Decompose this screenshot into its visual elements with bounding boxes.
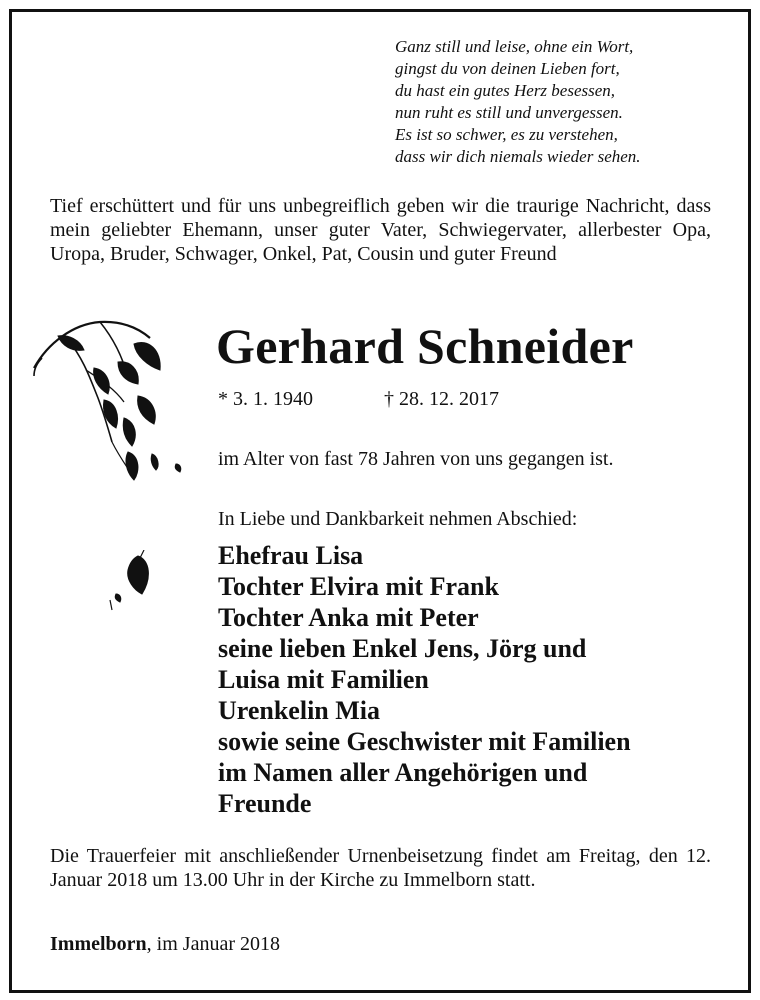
mourner-line: Ehefrau Lisa [218, 541, 364, 570]
farewell-text: In Liebe und Dankbarkeit nehmen Abschied: [218, 508, 578, 530]
closing-date: , im Januar 2018 [146, 933, 280, 955]
death-date: † 28. 12. 2017 [384, 388, 499, 410]
mourner-line: Urenkelin Mia [218, 696, 381, 725]
place-name: Immelborn [50, 933, 147, 955]
poem-line: nun ruht es still und unvergessen. [395, 103, 623, 122]
birth-date: * 3. 1. 1940 [218, 388, 313, 410]
service-text: Die Trauerfeier mit anschließender Urnenbeisetzung findet am Freitag, den 12. Januar 2018 um 13.00 Uhr in der Kirche zu Immelborn statt. [50, 845, 711, 891]
life-dates [218, 386, 499, 412]
intro-text: Tief erschüttert und für uns unbegreiflich geben wir die traurige Nachricht, dass mein geliebter Ehemann, unser guter Vater, Schwiegervater, allerbester Opa, Uropa, Bruder, Schwager, Onkel, Pat, Cousin und guter Freund [50, 195, 711, 265]
mourner-line: Luisa mit Familien [218, 665, 429, 694]
poem-line: dass wir dich niemals wieder sehen. [395, 147, 641, 166]
mourner-line: sowie seine Geschwister mit Familien [218, 727, 631, 756]
poem-line: Ganz still und leise, ohne ein Wort, [395, 37, 634, 56]
mourners-list [218, 540, 631, 819]
place-date [50, 932, 280, 956]
birch-branch-icon [28, 318, 198, 503]
poem-line: du hast ein gutes Herz besessen, [395, 81, 616, 100]
mourner-line: Freunde [218, 789, 312, 818]
falling-leaf-icon [104, 550, 164, 625]
mourner-line: seine lieben Enkel Jens, Jörg und [218, 634, 587, 663]
deceased-name: Gerhard Schneider [216, 318, 634, 374]
poem-line: gingst du von deinen Lieben fort, [395, 59, 620, 78]
age-text: im Alter von fast 78 Jahren von uns gegangen ist. [218, 448, 614, 470]
poem [395, 36, 725, 168]
poem-line: Es ist so schwer, es zu verstehen, [395, 125, 618, 144]
mourner-line: im Namen aller Angehörigen und [218, 758, 588, 787]
mourner-line: Tochter Elvira mit Frank [218, 572, 499, 601]
mourner-line: Tochter Anka mit Peter [218, 603, 479, 632]
